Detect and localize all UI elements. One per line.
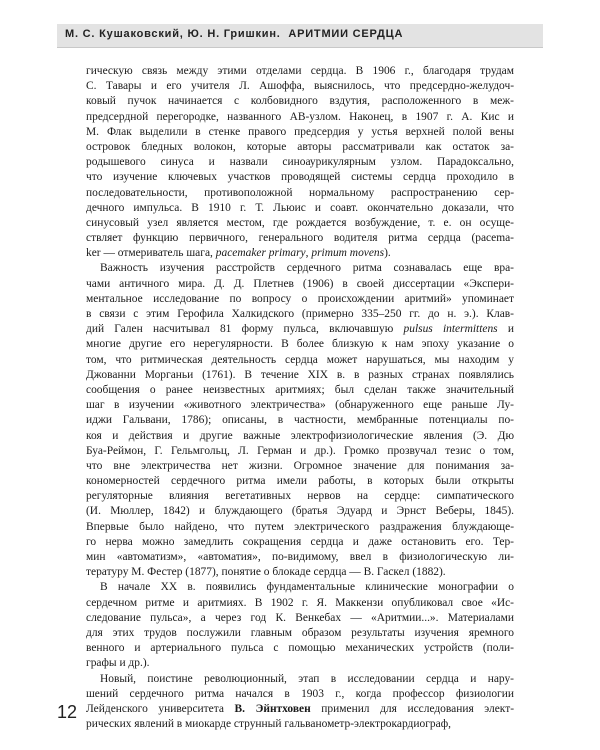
text-fragment: ствляет функцию первичного, генерального водителя ритма сердца (pacema- — [86, 232, 514, 245]
text-line — [86, 170, 514, 185]
text-fragment: том, что ритмическая деятельность сердца может нарушаться, мы находим у — [86, 353, 514, 366]
body-text — [86, 64, 514, 732]
text-line — [86, 277, 514, 292]
text-fragment: Важность изучения расстройств сердечного ритма сознавалась еще вра- — [100, 262, 514, 275]
paragraph — [86, 261, 514, 580]
text-fragment: в связи с этим Герофила Халкидского (примерно 335–250 гг. до н. э.). Клав- — [86, 308, 514, 320]
text-fragment: родышевого синуса и назвали синоаурикулярным узлом. Парадоксально, — [86, 156, 514, 169]
text-fragment: следование пульса», а через год К. Венкебах — «Аритмии...». Материалами — [86, 611, 514, 624]
italic-term: primum movens — [311, 247, 385, 260]
italic-term: pulsus intermittens — [403, 323, 498, 336]
text-line — [86, 186, 514, 201]
text-line — [86, 429, 514, 444]
text-fragment: ). — [384, 247, 391, 260]
text-line — [86, 550, 514, 565]
text-fragment: ментальное исследование по вопросу о происхождении аритмий» упоминает — [86, 292, 514, 305]
text-fragment: для этих трудов послужили главным образом результаты изучения яремного — [86, 626, 514, 639]
paragraph — [86, 64, 514, 261]
text-line — [86, 687, 514, 702]
text-line — [86, 474, 514, 489]
text-line — [86, 702, 514, 717]
text-fragment: дий Гален насчитывал 81 форму пульса, включавшую — [86, 323, 404, 336]
text-fragment: Джованни Морганьи (1761). В течение XIX в. в разных странах появлялись — [86, 368, 514, 381]
text-fragment: тературу М. Фестер (1877), понятие о блокаде сердца — В. Гаскел (1882). — [86, 566, 446, 579]
text-fragment: и — [497, 323, 514, 336]
text-line — [86, 596, 514, 611]
text-fragment: шаг в изучении «животного электричества» (обнаруженного еще раньше Лу- — [86, 399, 514, 412]
text-line — [86, 110, 514, 125]
text-line — [86, 413, 514, 428]
paragraph — [86, 580, 514, 671]
text-line — [86, 292, 514, 307]
bold-name: В. Эйнтховен — [234, 702, 311, 715]
text-fragment: Буа-Реймон, Г. Гельмгольц, Л. Герман и др.). Громко прозвучал тезис о том, — [86, 444, 514, 457]
text-line — [86, 520, 514, 535]
text-line — [86, 201, 514, 216]
text-fragment: венного и артериального пульса с помощью механических устройств (поли- — [86, 642, 514, 655]
text-line — [86, 337, 514, 352]
text-fragment: (И. Мюллер, 1842) и блуждающего (братья Эдуард и Эрнст Веберы, 1845). — [86, 505, 514, 518]
text-fragment: М. Флак выделили в стенке правого предсердия у устья верхней полой вены — [86, 125, 514, 138]
text-fragment: шений сердечного ритма начался в 1903 г., когда профессор физиологии — [86, 687, 514, 700]
running-header-text — [65, 28, 403, 40]
text-fragment: Лейденского университета — [86, 702, 235, 715]
text-fragment: сообщения о ранее неизвестных аритмиях; был сделан также значительный — [86, 383, 514, 396]
text-line — [86, 580, 514, 595]
text-line — [86, 672, 514, 687]
text-line — [86, 641, 514, 656]
text-line — [86, 216, 514, 231]
text-fragment: синусовый узел является местом, где рождается возбуждение, т. е. он осуще- — [86, 216, 514, 229]
text-line — [86, 656, 514, 671]
text-fragment: Впервые было найдено, что путем электрического раздражения блуждающе- — [86, 520, 514, 533]
text-fragment: сердечном ритме и аритмиях. В 1902 г. Я. Маккензи опубликовал свое «Ис- — [86, 596, 514, 609]
text-line — [86, 246, 514, 261]
text-line — [86, 383, 514, 398]
text-line — [86, 307, 514, 322]
text-line — [86, 717, 514, 732]
text-fragment: гическую связь между этими отделами сердца. В 1906 г., благодаря трудам — [86, 65, 514, 77]
paragraph — [86, 672, 514, 733]
text-fragment: многие другие его нерегулярности. В более близкую к нам эпоху указание о — [86, 338, 514, 351]
text-line — [86, 489, 514, 504]
header-authors: М. С. Кушаковский, Ю. Н. Гришкин. — [65, 28, 281, 40]
text-fragment: , — [305, 247, 312, 260]
text-fragment: применил для исследования элект- — [310, 702, 514, 715]
text-fragment: В начале XX в. появились фундаментальные клинические монографии о — [100, 581, 514, 594]
page-number: 12 — [57, 702, 78, 722]
text-fragment: что вне электричества нет жизни. Огромное значение для понимания за- — [86, 459, 514, 472]
text-fragment: ker — отмериватель шага, — [86, 247, 216, 260]
text-line — [86, 155, 514, 170]
header-book-title: АРИТМИИ СЕРДЦА — [288, 28, 404, 40]
running-header — [57, 24, 543, 48]
text-line — [86, 565, 514, 580]
text-line — [86, 611, 514, 626]
text-fragment: С. Тавары и его учителя Л. Ашоффа, выяснилось, что предсердно-желудоч- — [86, 80, 514, 93]
text-fragment: что изучение ключевых участков проводящей системы сердца проходило в — [86, 171, 514, 184]
text-fragment: мин «автоматизм», «автоматия», по-видимому, ввел в физиологическую ли- — [86, 551, 514, 563]
text-line — [86, 140, 514, 155]
text-fragment: регуляторные влияния вегетативных нервов на сердце: симпатического — [86, 490, 514, 503]
text-line — [86, 353, 514, 368]
italic-term: pacemaker primary — [215, 247, 306, 260]
text-line — [86, 231, 514, 246]
text-fragment: графы и др.). — [86, 657, 150, 670]
text-fragment: последовательности, противоположной нормальному распространению сер- — [86, 186, 514, 199]
text-line — [86, 535, 514, 550]
text-fragment: предсердной перегородке, названного АВ-узлом. Наконец, в 1907 г. А. Кис и — [86, 110, 514, 123]
text-line — [86, 398, 514, 413]
text-fragment: ковый пучок начинается с колбовидного вздутия, расположенного в меж- — [86, 95, 514, 108]
text-fragment: островок бледных волокон, которые авторы рассматривали как остаток за- — [86, 140, 514, 153]
text-line — [86, 444, 514, 459]
text-line — [86, 626, 514, 641]
text-fragment: чами античного мира. Д. Д. Плетнев (1906) в своей диссертации «Экспери- — [86, 277, 514, 290]
text-line — [86, 261, 514, 276]
text-fragment: Новый, поистине революционный, этап в исследовании сердца и нару- — [100, 672, 514, 685]
text-line — [86, 64, 514, 79]
text-line — [86, 125, 514, 140]
text-fragment: рических явлений в миокарде струнный гальванометр-электрокардиограф, — [86, 718, 451, 731]
text-fragment: иджи Гальвани, 1786); описаны, в частности, мембранные потенциалы по- — [86, 414, 514, 427]
text-line — [86, 459, 514, 474]
text-fragment: коя и действия и другие важные электрофизиологические явления (Э. Дю — [86, 429, 514, 442]
text-fragment: дечного импульса. В 1910 г. Т. Льюис и соавт. окончательно доказали, что — [86, 201, 514, 214]
text-fragment: го нерва можно замедлить сокращения сердца и даже остановить его. Тер- — [86, 535, 514, 548]
text-line — [86, 504, 514, 519]
text-line — [86, 322, 514, 337]
text-line — [86, 368, 514, 383]
text-line — [86, 79, 514, 94]
text-line — [86, 94, 514, 109]
text-fragment: кономерностей сердечного ритма имели работы, в которых были открыты — [86, 475, 514, 488]
